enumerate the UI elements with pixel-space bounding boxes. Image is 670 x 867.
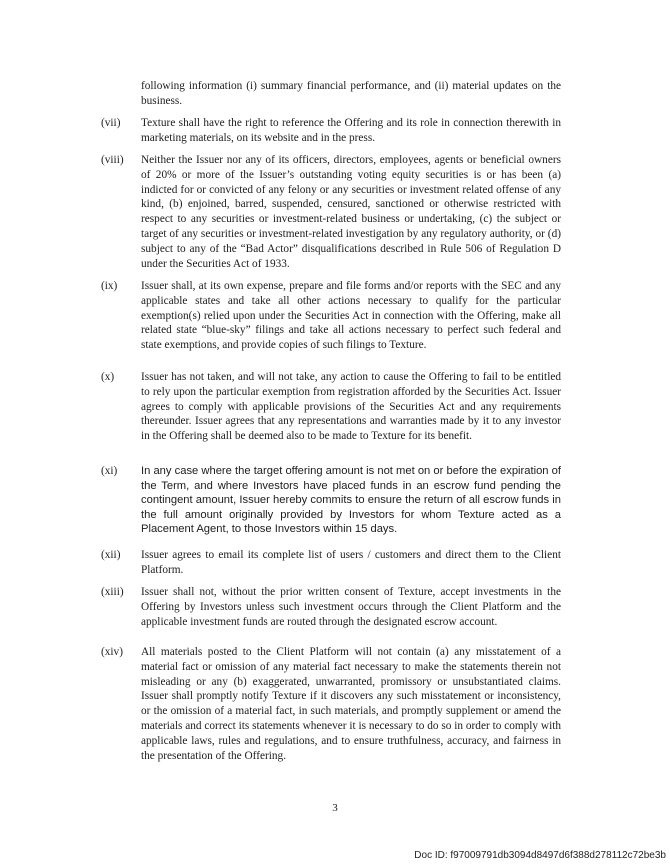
clause-text: In any case where the target offering amount is not met on or before the expiration of the Term, and where Investors have placed funds in an escrow fund pending the contingent amount, Issuer hereby commits to ensure the return of all escrow funds in the full amount originally provided by Investors for whom Texture acted as a Placement Agent, to those Investors within 15 days. bbox=[141, 465, 561, 536]
clause-text: Texture shall have the right to reference the Offering and its role in connection therewith in marketing materials, on its website and in the press. bbox=[141, 117, 561, 144]
clause-number: (xiii) bbox=[101, 586, 124, 598]
clause-number: (xii) bbox=[101, 549, 121, 561]
clause-number: (xiv) bbox=[101, 646, 123, 658]
clause-text: Issuer agrees to email its complete list of users / customers and direct them to the Client Platform. bbox=[141, 549, 561, 576]
clause-text: Issuer shall not, without the prior written consent of Texture, accept investments in the Offering by Investors unless such investment occurs through the Client Platform and the applicable investment funds are routed through the designated escrow account. bbox=[141, 586, 561, 628]
clause-text: All materials posted to the Client Platform will not contain (a) any misstatement of a material fact or omission of any material fact necessary to make the statements therein not misleading or any (b) exaggerated, unwarranted, promissory or unsubstantiated claims. Issuer shall promptly notify Texture if it discovers any such misstatement or inconsistency, or the omission of a material fact, in such materials, and promptly supplement or amend the materials and correct its statements whenever it is necessary to do so in order to comply with applicable laws, rules and regulations, and to ensure truthfulness, accuracy, and fairness in the presentation of the Offering. bbox=[141, 646, 561, 762]
clause-text: Issuer shall, at its own expense, prepare and file forms and/or reports with the SEC and any applicable states and take all other actions necessary to qualify for the particular exemption(s) relied upon under the Securities Act in connection with the Offering, make all related state “blue-sky” filings and take all actions necessary to perfect such federal and state exemptions, and provide copies of such filings to Texture. bbox=[141, 280, 561, 352]
clause-number: (vii) bbox=[101, 117, 121, 129]
clause-number: (ix) bbox=[101, 280, 118, 292]
continuation-paragraph: following information (i) summary financial performance, and (ii) material updates on the business. bbox=[141, 80, 561, 107]
clause-number: (viii) bbox=[101, 154, 124, 166]
clause-text: Issuer has not taken, and will not take, any action to cause the Offering to fail to be entitled to rely upon the particular exemption from registration afforded by the Securities Act. Issuer agrees to comply with applicable provisions of the Securities Act and any requirements thereunder. Issuer agrees that any representations and warranties made by it to any investor in the Offering shall be deemed also to be made to Texture for its benefit. bbox=[141, 371, 561, 443]
page-number: 3 bbox=[332, 802, 338, 814]
doc-id: Doc ID: f97009791db3094d8497d6f388d278112c72be3b bbox=[414, 850, 666, 861]
clause-number: (xi) bbox=[101, 465, 118, 477]
clause-text: Neither the Issuer nor any of its officers, directors, employees, agents or beneficial owners of 20% or more of the Issuer’s outstanding voting equity securities is or has been (a) indicted for or convicted of any felony or any securities or investment related offense of any kind, (b) enjoined, barred, suspended, censured, sanctioned or otherwise restricted with respect to any securities or investment-related business or undertaking, (c) the subject or target of any securities or investment-related investigation by any regulatory authority, or (d) subject to any of the “Bad Actor” disqualifications described in Rule 506 of Regulation D under the Securities Act of 1933. bbox=[141, 154, 561, 270]
clause-number: (x) bbox=[101, 371, 115, 383]
